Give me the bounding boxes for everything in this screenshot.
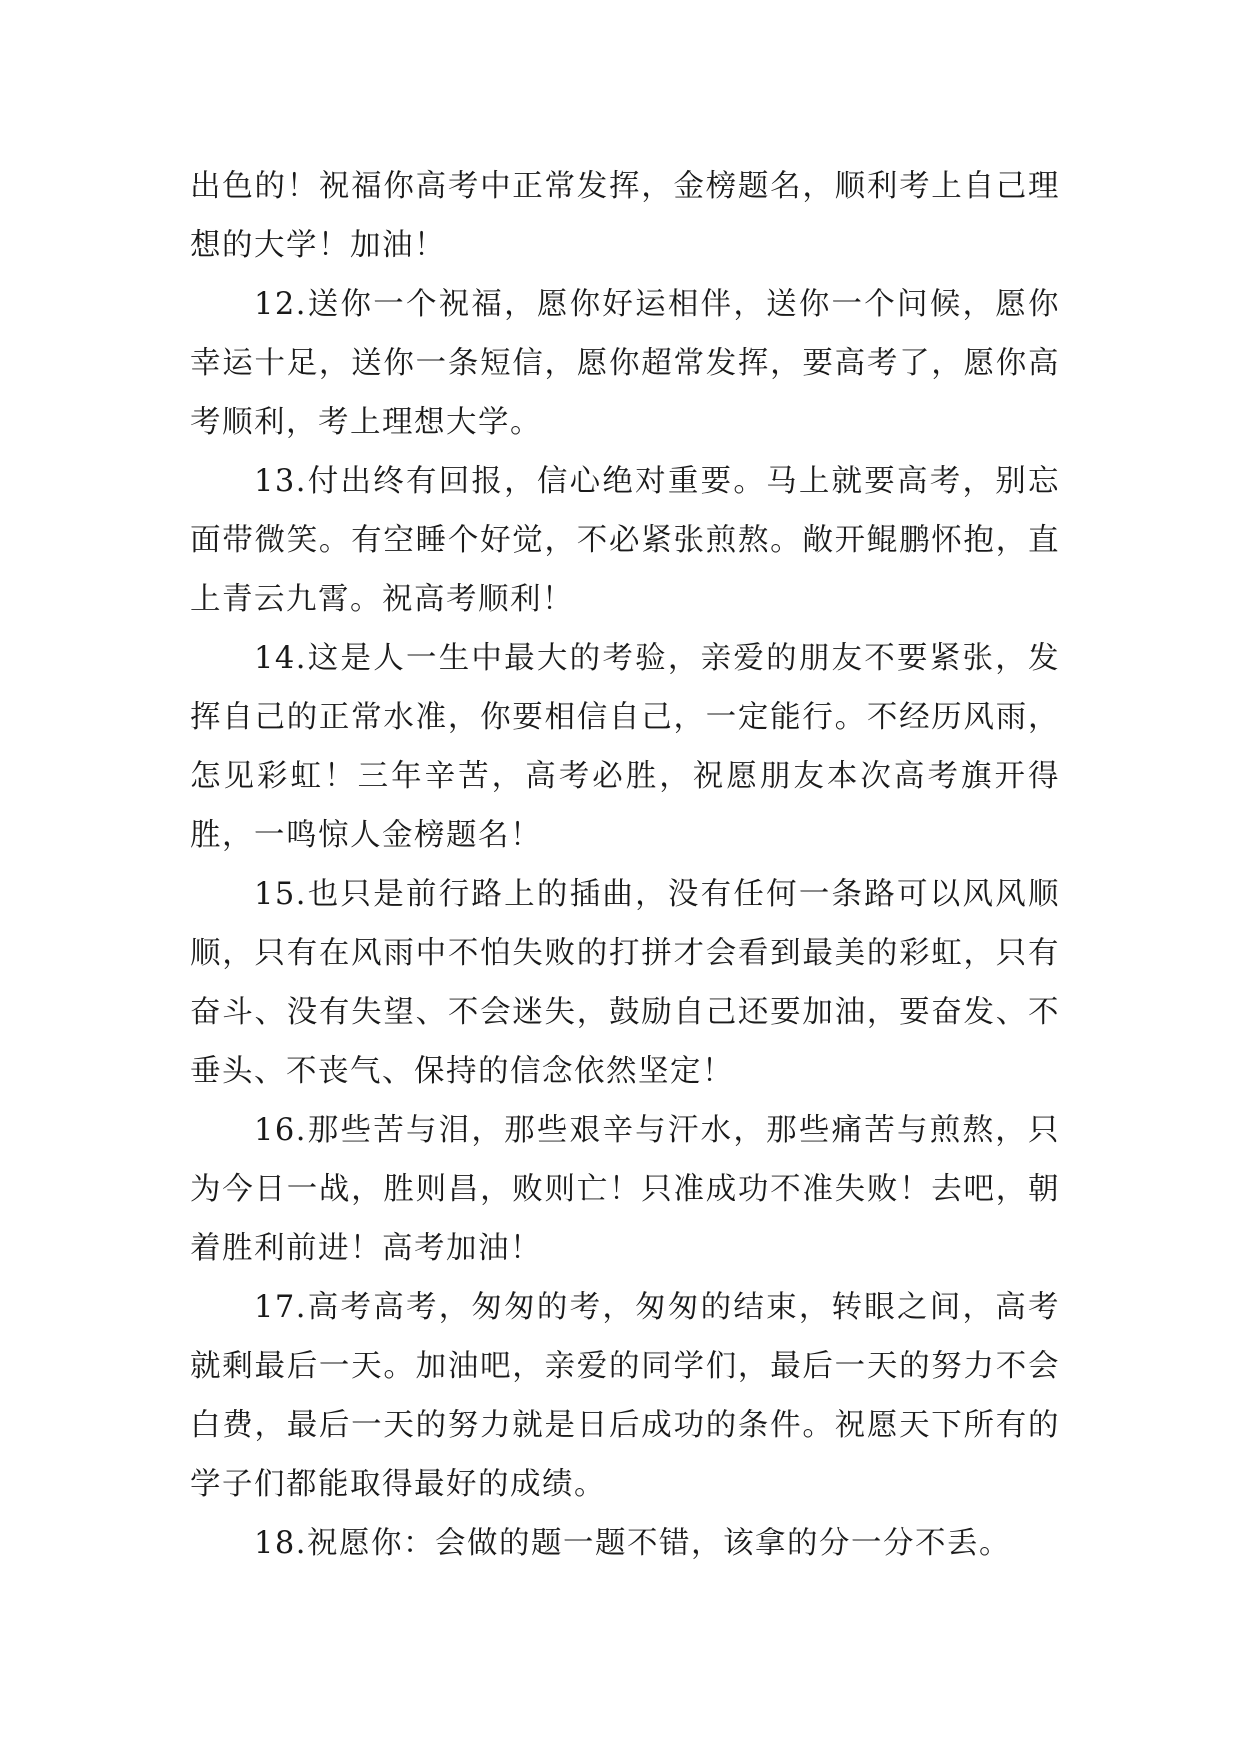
document-body: [190, 157, 1060, 1573]
paragraph-16: 16.那些苦与泪，那些艰辛与汗水，那些痛苦与煎熬，只为今日一战，胜则昌，败则亡！只准成功不准失败！去吧，朝着胜利前进！高考加油！: [190, 1113, 1060, 1266]
paragraph-continuation: 出色的！祝福你高考中正常发挥，金榜题名，顺利考上自己理想的大学！加油！: [190, 169, 1060, 263]
paragraph-18: 18.祝愿你：会做的题一题不错，该拿的分一分不丢。: [254, 1526, 1012, 1561]
paragraph-15: 15.也只是前行路上的插曲，没有任何一条路可以风风顺顺，只有在风雨中不怕失败的打拼才会看到最美的彩虹，只有奋斗、没有失望、不会迷失，鼓励自己还要加油，要奋发、不垂头、不丧气、保持的信念依然坚定！: [190, 877, 1060, 1089]
paragraph-13: 13.付出终有回报，信心绝对重要。马上就要高考，别忘面带微笑。有空睡个好觉，不必紧张煎熬。敞开鲲鹏怀抱，直上青云九霄。祝高考顺利！: [190, 464, 1060, 617]
paragraph-17: 17.高考高考，匆匆的考，匆匆的结束，转眼之间，高考就剩最后一天。加油吧，亲爱的同学们，最后一天的努力不会白费，最后一天的努力就是日后成功的条件。祝愿天下所有的学子们都能取得最好的成绩。: [190, 1290, 1060, 1502]
paragraph-12: 12.送你一个祝福，愿你好运相伴，送你一个问候，愿你幸运十足，送你一条短信，愿你超常发挥，要高考了，愿你高考顺利，考上理想大学。: [190, 287, 1060, 440]
paragraph-14: 14.这是人一生中最大的考验，亲爱的朋友不要紧张，发挥自己的正常水准，你要相信自己，一定能行。不经历风雨，怎见彩虹！三年辛苦，高考必胜，祝愿朋友本次高考旗开得胜，一鸣惊人金榜题名！: [190, 641, 1060, 853]
